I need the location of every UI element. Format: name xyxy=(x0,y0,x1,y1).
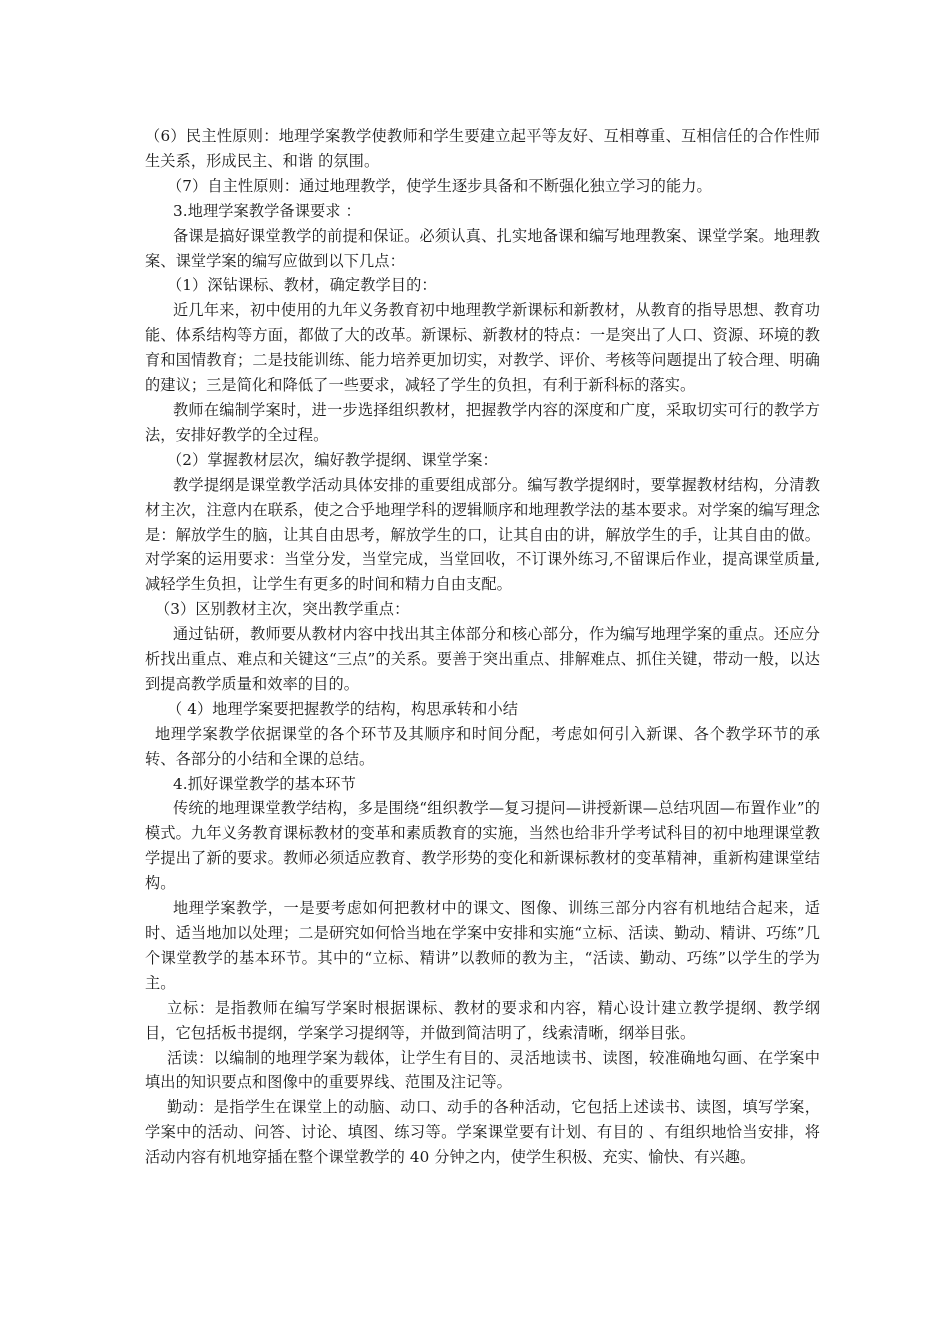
subheading-3: （3）区别教材主次，突出教学重点： xyxy=(155,600,410,619)
paragraph-teacher-compile: 教师在编制学案时，进一步选择组织教材，把握教学内容的深度和广度，采取切实可行的教学方法，安排好教学的全过程。 xyxy=(145,400,820,444)
paragraph-prep-intro: 备课是搞好课堂教学的前提和保证。必须认真、扎实地备课和编写地理教案、课堂学案。地理教案、课堂学案的编写应做到以下几点： xyxy=(145,226,820,270)
heading-section-3: 3.地理学案教学备课要求 ： xyxy=(173,201,361,220)
paragraph-qin-dong: 勤动：是指学生在课堂上的动脑、动口、动手的各种活动，它包括上述读书、读图，填写学案，学案中的活动、问答、讨论、填图、练习等。学案课堂要有计划、有目的 、有组织地恰当安排，将活动内容有机地穿插在整个课堂教学的 40 分钟之内，使学生积极、充实、愉快、有兴趣。 xyxy=(145,1098,820,1167)
subheading-1: （1）深钻课标、教材，确定教学目的： xyxy=(167,276,437,295)
paragraph-principle-6: （6）民主性原则：地理学案教学使教师和学生要建立起平等友好、互相尊重、互相信任的合作性师生关系，形成民主、和谐 的氛围。 xyxy=(145,127,820,170)
paragraph-outline: 教学提纲是课堂教学活动具体安排的重要组成部分。编写教学提纲时，要掌握教材结构，分清教材主次，注意内在联系，使之合乎地理学科的逻辑顺序和地理教学法的基本要求。对学案的编写理念是：解放学生的脑，让其自由思考，解放学生的口，让其自由的讲，解放学生的手，让其自由的做。对学案的运用要求：当堂分发，当堂完成，当堂回收，不订课外练习,不留课后作业，提高课堂质量,减轻学生负担，让学生有更多的时间和精力自由支配。 xyxy=(145,475,820,594)
subheading-4: （ 4）地理学案要把握教学的结构，构思承转和小结 xyxy=(167,699,519,718)
paragraph-new-curriculum: 近几年来，初中使用的九年义务教育初中地理教学新课标和新教材，从教育的指导思想、教育功能、体系结构等方面，都做了大的改革。新课标、新教材的特点：一是突出了人口、资源、环境的教育和国情教育；二是技能训练、能力培养更加切实，对教学、评价、考核等问题提出了较合理、明确的建议；三是简化和降低了一些要求，减轻了学生的负担，有利于新科标的落实。 xyxy=(145,301,820,395)
subheading-2: （2）掌握教材层次，编好教学提纲、课堂学案： xyxy=(167,450,498,469)
paragraph-case-teaching: 地理学案教学，一是要考虑如何把教材中的课文、图像、训练三部分内容有机地结合起来，适时、适当地加以处理；二是研究如何恰当地在学案中安排和实施“立标、活读、勤动、精讲、巧练”几个课堂教学的基本环节。其中的“立标、精讲”以教师的教为主，“活读、勤动、巧练”以学生的学为主。 xyxy=(145,899,820,992)
heading-section-4: 4.抓好课堂教学的基本环节 xyxy=(173,774,356,793)
paragraph-li-biao: 立标：是指教师在编写学案时根据课标、教材的要求和内容，精心设计建立教学提纲、教学纲目，它包括板书提纲，学案学习提纲等，并做到简洁明了，线索清晰，纲举目张。 xyxy=(145,998,820,1042)
paragraph-key-points: 通过钻研，教师要从教材内容中找出其主体部分和核心部分，作为编写地理学案的重点。还应分析找出重点、难点和关键这“三点”的关系。要善于突出重点、排解难点、抓住关键，带动一般，以达到提高教学质量和效率的目的。 xyxy=(145,625,820,693)
paragraph-traditional: 传统的地理课堂教学结构，多是围绕“组织教学—复习提问—讲授新课—总结巩固—布置作业”的模式。九年义务教育课标教材的变革和素质教育的实施，当然也给非升学考试科目的初中地理课堂教学提出了新的要求。教师必须适应教育、教学形势的变化和新课标教材的变革精神，重新构建课堂结构。 xyxy=(145,799,820,893)
paragraph-structure: 地理学案教学依据课堂的各个环节及其顺序和时间分配，考虑如何引入新课、各个教学环节的承转、各部分的小结和全课的总结。 xyxy=(145,724,820,768)
document-body xyxy=(145,124,820,1170)
paragraph-principle-7: （7）自主性原则：通过地理教学，使学生逐步具备和不断强化独立学习的能力。 xyxy=(167,176,712,195)
paragraph-huo-du: 活读：以编制的地理学案为载体，让学生有目的、灵活地读书、读图，较准确地勾画、在学案中填出的知识要点和图像中的重要界线、范围及注记等。 xyxy=(145,1048,820,1092)
